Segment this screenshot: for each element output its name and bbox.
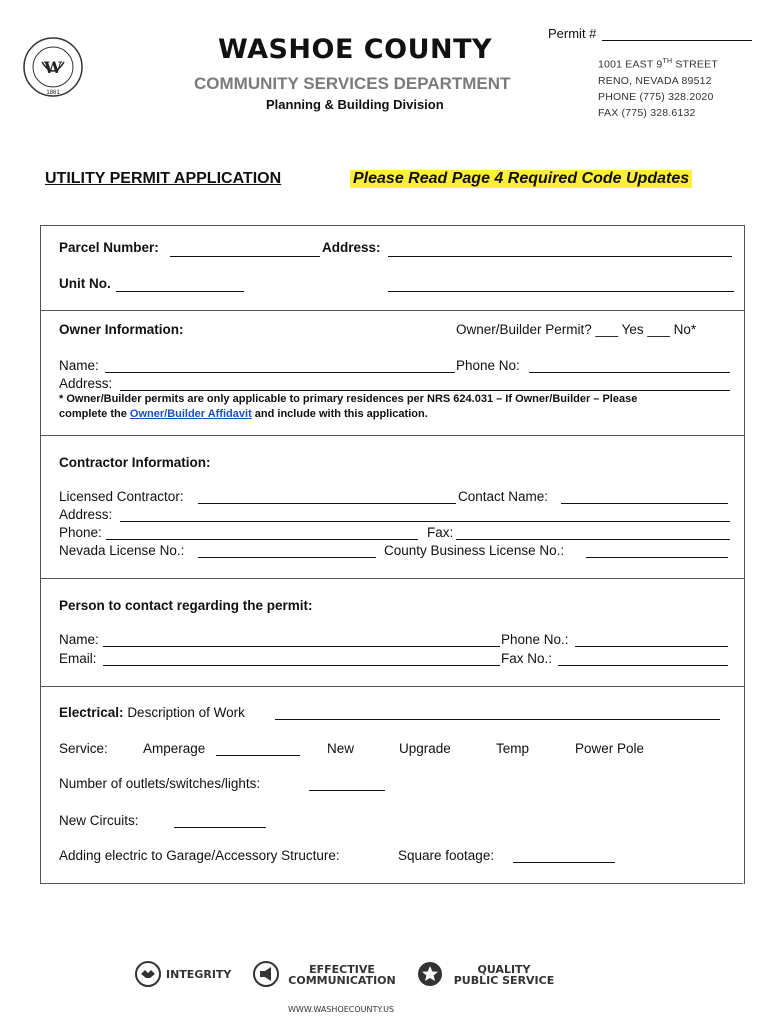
licensed-contractor-field[interactable] [198, 503, 456, 504]
owner-address-field[interactable] [120, 390, 730, 391]
permit-number-label: Permit # [548, 26, 597, 41]
electrical-description-label: Electrical: Description of Work [59, 705, 245, 720]
unit-no-field[interactable] [116, 291, 244, 292]
nevada-license-label: Nevada License No.: [59, 543, 185, 558]
integrity-value: INTEGRITY [166, 968, 232, 981]
owner-name-field[interactable] [105, 372, 455, 373]
effective-communication-value: EFFECTIVE COMMUNICATION [288, 963, 396, 987]
form-title: UTILITY PERMIT APPLICATION [45, 170, 282, 187]
square-footage-field[interactable] [513, 862, 615, 863]
form-border-bottom [40, 883, 743, 884]
parcel-address-field[interactable] [388, 256, 732, 257]
county-license-field[interactable] [586, 557, 728, 558]
handshake-icon [135, 961, 161, 987]
owner-phone-field[interactable] [529, 372, 730, 373]
contact-email-label: Email: [59, 651, 97, 666]
owner-builder-permit-question[interactable]: Owner/Builder Permit? ___ Yes ___ No* [456, 322, 697, 337]
contractor-fax-label: Fax: [427, 525, 454, 540]
contact-fax-field[interactable] [558, 665, 728, 666]
outlets-field[interactable] [309, 790, 385, 791]
street-address: 1001 EAST 9TH STREET [598, 58, 718, 71]
contractor-address-label: Address: [59, 507, 113, 522]
licensed-contractor-label: Licensed Contractor: [59, 489, 184, 504]
fax-number: FAX (775) 328.6132 [598, 107, 696, 119]
contact-person-name-field[interactable] [103, 646, 500, 647]
owner-heading: Owner Information: [59, 322, 184, 337]
quality-public-service-value: QUALITY PUBLIC SERVICE [453, 963, 555, 987]
new-circuits-field[interactable] [174, 827, 266, 828]
service-upgrade-option[interactable]: Upgrade [399, 741, 451, 756]
phone-number: PHONE (775) 328.2020 [598, 91, 714, 103]
address-label: Address: [322, 240, 381, 255]
work-description-field[interactable] [275, 719, 720, 720]
county-license-label: County Business License No.: [384, 543, 565, 558]
org-name: WASHOE COUNTY [218, 34, 493, 65]
amperage-field[interactable] [216, 755, 300, 756]
amperage-label: Amperage [143, 741, 206, 756]
contractor-phone-field[interactable] [106, 539, 418, 540]
square-footage-label: Square footage: [398, 848, 495, 863]
owner-builder-affidavit-link[interactable]: Owner/Builder Affidavit [129, 408, 252, 420]
contact-person-heading: Person to contact regarding the permit: [59, 598, 313, 613]
contact-name-label: Name: [59, 632, 99, 647]
svg-text:W: W [44, 58, 62, 77]
city-address: RENO, NEVADA 89512 [598, 75, 712, 87]
owner-address-label: Address: [59, 376, 113, 391]
permit-number-field[interactable] [602, 40, 752, 41]
megaphone-icon [253, 961, 279, 987]
svg-text:1861: 1861 [46, 90, 60, 96]
contact-name-label: Contact Name: [458, 489, 549, 504]
parcel-section [40, 225, 745, 311]
parcel-address-line2-field[interactable] [388, 291, 734, 292]
owner-builder-note: * Owner/Builder permits are only applicable to primary residences per NRS 624.031 – If Owner/Builder – Please [59, 393, 638, 405]
contact-person-section [40, 578, 745, 687]
star-icon [417, 961, 443, 987]
division-name: Planning & Building Division [266, 97, 444, 112]
contact-email-field[interactable] [103, 665, 500, 666]
contact-phone-label: Phone No.: [501, 632, 569, 647]
contractor-address-field[interactable] [120, 521, 730, 522]
website-link[interactable]: WWW.WASHOECOUNTY.US [288, 1005, 395, 1014]
outlets-label: Number of outlets/switches/lights: [59, 776, 261, 791]
department-name: COMMUNITY SERVICES DEPARTMENT [194, 74, 511, 93]
owner-builder-note-line2: complete the Owner/Builder Affidavit and include with this application. [59, 408, 428, 420]
service-label: Service: [59, 741, 108, 756]
owner-name-label: Name: [59, 358, 99, 373]
service-new-option[interactable]: New [327, 741, 355, 756]
service-temp-option[interactable]: Temp [496, 741, 530, 756]
garage-electric-label: Adding electric to Garage/Accessory Structure: [59, 848, 340, 863]
service-power-pole-option[interactable]: Power Pole [575, 741, 645, 756]
unit-no-label: Unit No. [59, 276, 111, 291]
county-seal-logo [22, 36, 84, 98]
nevada-license-field[interactable] [198, 557, 376, 558]
parcel-number-field[interactable] [170, 256, 320, 257]
contact-fax-label: Fax No.: [501, 651, 553, 666]
contact-name-field[interactable] [561, 503, 728, 504]
new-circuits-label: New Circuits: [59, 813, 139, 828]
code-update-notice: Please Read Page 4 Required Code Updates [350, 170, 692, 188]
parcel-number-label: Parcel Number: [59, 240, 159, 255]
contractor-heading: Contractor Information: [59, 455, 211, 470]
contractor-fax-field[interactable] [456, 539, 730, 540]
owner-phone-label: Phone No: [456, 358, 520, 373]
contractor-phone-label: Phone: [59, 525, 102, 540]
contact-phone-field[interactable] [575, 646, 728, 647]
